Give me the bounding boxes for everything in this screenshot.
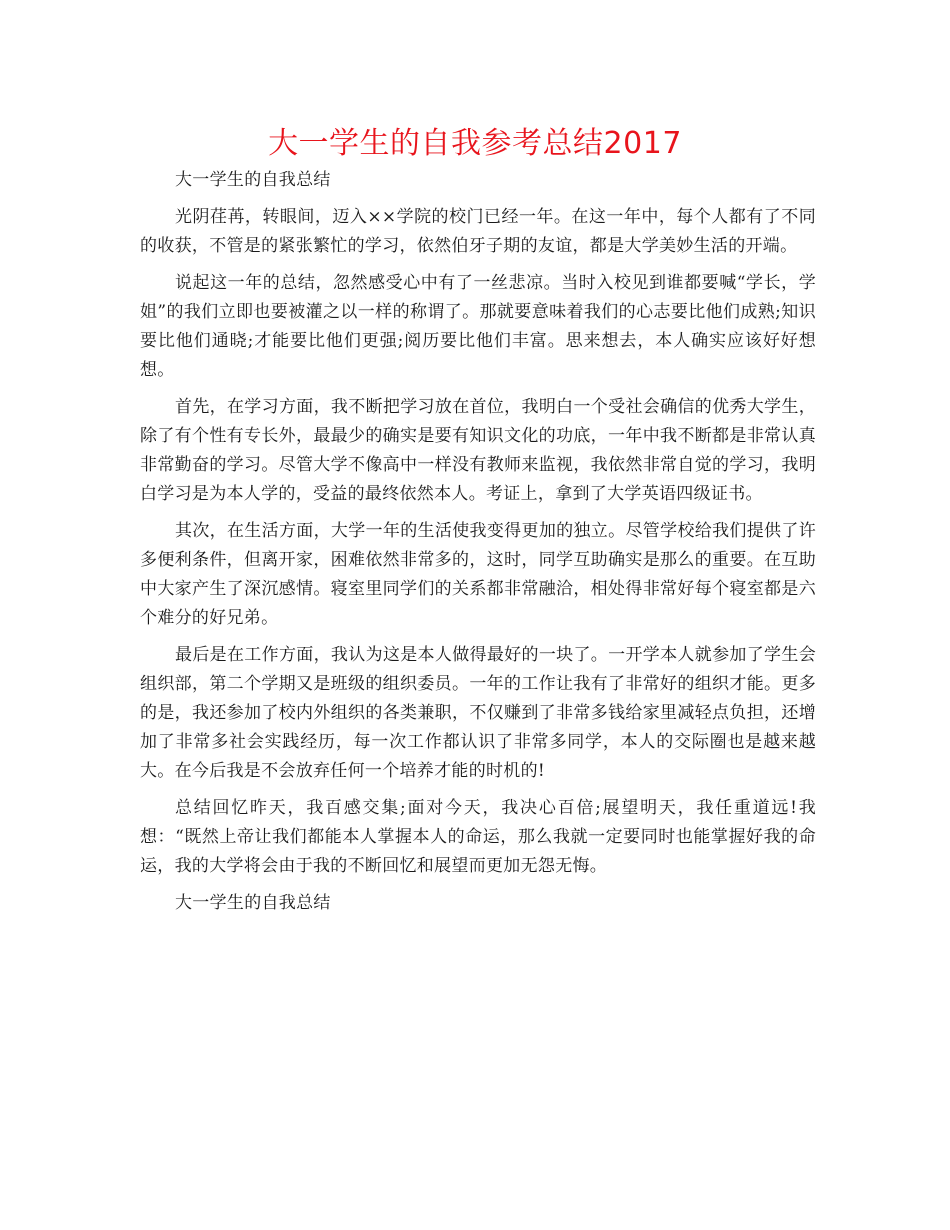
document-title: 大一学生的自我参考总结2017 — [268, 126, 682, 161]
paragraph-work: 最后是在工作方面，我认为这是本人做得最好的一块了。一开学本人就参加了学生会组织部，第二个学期又是班级的组织委员。一年的工作让我有了非常好的组织才能。更多的是，我还参加了校内外组织的各类兼职，不仅赚到了非常多钱给家里减轻点负担，还增加了非常多社会实践经历，每一次工作都认识了非常多同学，本人的交际圈也是越来越大。在今后我是不会放弃任何一个培养才能的时机的! — [140, 645, 816, 781]
paragraph-intro: 光阴荏苒，转眼间，迈入××学院的校门已经一年。在这一年中，每个人都有了不同的收获，不管是的紧张繁忙的学习，依然伯牙子期的友谊，都是大学美妙生活的开端。 — [140, 207, 816, 256]
section-heading: 大一学生的自我总结 — [175, 170, 331, 190]
paragraph-study: 首先，在学习方面，我不断把学习放在首位，我明白一个受社会确信的优秀大学生，除了有个性有专长外，最最少的确实是要有知识文化的功底，一年中我不断都是非常认真非常勤奋的学习。尽管大学不像高中一样没有教师来监视，我依然非常自觉的学习，我明白学习是为本人学的，受益的最终依然本人。考证上，拿到了大学英语四级证书。 — [140, 397, 816, 504]
paragraph-life: 其次，在生活方面，大学一年的生活使我变得更加的独立。尽管学校给我们提供了许多便利条件，但离开家，困难依然非常多的，这时，同学互助确实是那么的重要。在互助中大家产生了深沉感情。寝室里同学们的关系都非常融洽，相处得非常好每个寝室都是六个难分的好兄弟。 — [140, 521, 816, 628]
paragraph-conclusion: 总结回忆昨天，我百感交集;面对今天，我决心百倍;展望明天，我任重道远!我想：“既然上帝让我们都能本人掌握本人的命运，那么我就一定要同时也能掌握好我的命运，我的大学将会由于我的不断回忆和展望而更加无怨无悔。 — [140, 798, 816, 876]
document-body — [140, 166, 816, 926]
closing-heading: 大一学生的自我总结 — [175, 893, 331, 913]
paragraph-reflection: 说起这一年的总结，忽然感受心中有了一丝悲凉。当时入校见到谁都要喊“学长，学姐”的我们立即也要被灌之以一样的称谓了。那就要意味着我们的心志要比他们成熟;知识要比他们通晓;才能要比他们更强;阅历要比他们丰富。思来想去，本人确实应该好好想想。 — [140, 273, 816, 380]
